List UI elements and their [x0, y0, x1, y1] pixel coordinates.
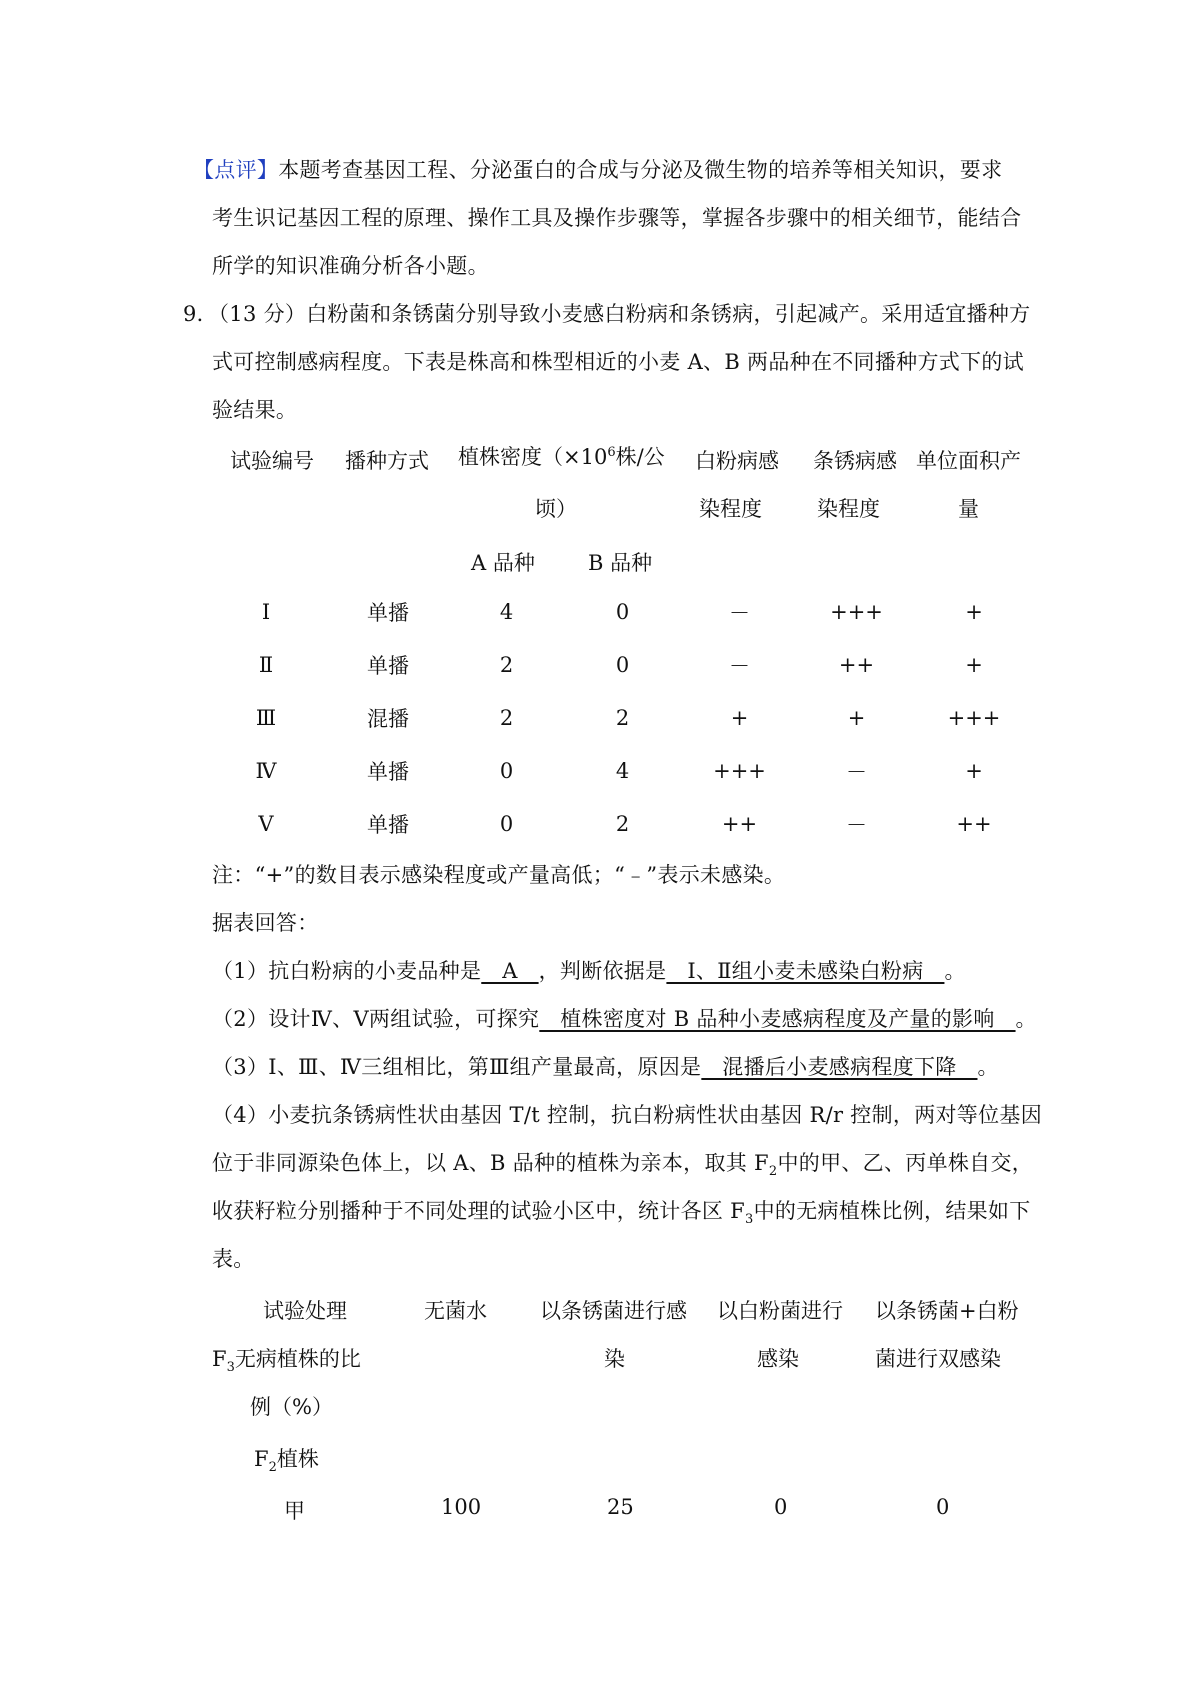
t2-row-plant: 甲 [284, 1499, 305, 1523]
t1-header-trial: 试验编号 [230, 449, 314, 473]
t1-cell-powdery-degree: + [730, 705, 749, 730]
answer-intro: 据表回答： [212, 911, 319, 935]
t1-cell-density-a: 0 [499, 811, 514, 836]
t1-cell-powdery-degree: － [729, 653, 750, 678]
review-text-3: 所学的知识准确分析各小题。 [212, 254, 489, 278]
t1-header-rust: 条锈病感 [813, 449, 897, 473]
review-line-1 [193, 146, 1043, 194]
t1-cell-rust-degree: － [846, 812, 867, 837]
t1-cell-sowing-method: 单播 [367, 759, 409, 784]
t2-header-plant: $F_2$植株 [254, 1447, 319, 1476]
answer-q2: 植株密度对 B 品种小麦感病程度及产量的影响 [539, 1007, 1016, 1031]
t2-header-ratio: $F_3$无病植株的比 [212, 1347, 361, 1376]
t1-cell-rust-degree: － [846, 759, 867, 784]
t1-cell-density-b: 4 [615, 758, 630, 783]
t1-header-variety-a: A 品种 [471, 551, 535, 575]
table1-body [205, 585, 1033, 850]
review-line-2 [212, 194, 1062, 242]
t1-cell-rust-degree: ++ [838, 652, 875, 677]
answer-q3: 混播后小麦感病程度下降 [701, 1055, 978, 1079]
t2-header-double-2: 菌进行双感染 [875, 1347, 1001, 1371]
t2-row-double: 0 [936, 1495, 950, 1519]
t1-cell-sowing-method: 混播 [367, 706, 409, 731]
t1-cell-density-b: 2 [615, 705, 630, 730]
t1-cell-powdery-degree: ++ [721, 811, 758, 836]
t1-header-density: 植株密度（$\times 10^6$株/公 [458, 445, 665, 469]
t1-cell-powdery-degree: － [729, 600, 750, 625]
answer-q1-basis: Ⅰ、Ⅱ组小麦未感染白粉病 [666, 959, 945, 983]
t1-cell-sowing-method: 单播 [367, 812, 409, 837]
t1-cell-yield: + [965, 758, 983, 783]
t2-header-ratio-2: 例（%） [250, 1395, 333, 1419]
answer-q1-variety: A [481, 959, 539, 983]
sub-question-4-line-2: 位于非同源染色体上，以 A、B 品种的植株为亲本，取其 $F_2$中的甲、乙、丙单株自交， [212, 1151, 1034, 1180]
t2-header-double: 以条锈菌+白粉 [875, 1299, 1019, 1323]
sub-question-3: （3）Ⅰ、Ⅲ、Ⅳ三组相比，第Ⅲ组产量最高，原因是 混播后小麦感病程度下降 。 [212, 1055, 999, 1079]
sub-question-1: （1）抗白粉病的小麦品种是 A ，判断依据是 Ⅰ、Ⅱ组小麦未感染白粉病 。 [212, 959, 966, 983]
t1-cell-rust-degree: +++ [830, 599, 883, 624]
question-line-2: 式可控制感病程度。下表是株高和株型相近的小麦 A、B 两品种在不同播种方式下的试 [212, 350, 1024, 374]
question-number: 9． [183, 302, 218, 326]
t1-cell-powdery-degree: +++ [713, 758, 766, 783]
table-row [205, 797, 1033, 850]
review-line-3 [212, 242, 1062, 290]
t2-row-powdery: 0 [774, 1495, 788, 1519]
t2-header-water: 无菌水 [424, 1299, 487, 1323]
sub-question-4-line-1: （4）小麦抗条锈病性状由基因 T/t 控制，抗白粉病性状由基因 R/r 控制，两对等位基因 [212, 1103, 1043, 1127]
t1-cell-trial-id: Ⅴ [258, 811, 274, 836]
t2-header-rust: 以条锈菌进行感 [540, 1299, 687, 1323]
sub-question-4-line-3: 收获籽粒分别播种于不同处理的试验小区中，统计各区 $F_3$中的无病植株比例，结果如下 [212, 1199, 1031, 1228]
review-tag: 【点评】 [193, 158, 279, 182]
table-row [205, 744, 1033, 797]
t1-cell-density-a: 2 [499, 705, 514, 730]
review-text-2: 考生识记基因工程的原理、操作工具及操作步骤等，掌握各步骤中的相关细节，能结合 [212, 206, 1022, 230]
t1-cell-trial-id: Ⅲ [255, 705, 277, 730]
t1-cell-density-a: 0 [499, 758, 514, 783]
t1-cell-yield: + [965, 599, 983, 624]
t1-cell-yield: + [965, 652, 983, 677]
t1-cell-trial-id: Ⅰ [261, 599, 271, 624]
t2-header-treatment: 试验处理 [263, 1299, 347, 1323]
t1-header-yield-2: 量 [958, 497, 979, 521]
sub-question-2: （2）设计Ⅳ、Ⅴ两组试验，可探究 植株密度对 B 品种小麦感病程度及产量的影响 。 [212, 1007, 1037, 1031]
t1-header-variety-b: B 品种 [588, 551, 653, 575]
t1-header-density-2: 顷） [535, 497, 577, 521]
t1-cell-trial-id: Ⅳ [255, 758, 277, 783]
t2-row-rust: 25 [607, 1495, 634, 1519]
t1-cell-yield: ++ [956, 811, 992, 836]
t1-header-powdery: 白粉病感 [695, 449, 779, 473]
t2-header-powdery: 以白粉菌进行 [717, 1299, 843, 1323]
t1-cell-density-a: 4 [499, 599, 514, 624]
table-row [205, 691, 1033, 744]
t1-cell-sowing-method: 单播 [367, 653, 409, 678]
t1-header-rust-2: 染程度 [817, 497, 880, 521]
t1-cell-rust-degree: + [847, 705, 866, 730]
t1-cell-yield: +++ [947, 705, 1001, 730]
table1-note: 注：“+”的数目表示感染程度或产量高低；“﹣”表示未感染。 [212, 863, 786, 887]
t1-cell-density-b: 0 [615, 599, 630, 624]
t1-header-powdery-2: 染程度 [699, 497, 762, 521]
t2-header-powdery-2: 感染 [757, 1347, 799, 1371]
t1-cell-trial-id: Ⅱ [258, 652, 274, 677]
t2-header-rust-2: 染 [604, 1347, 625, 1371]
t1-cell-sowing-method: 单播 [367, 600, 409, 625]
t1-cell-density-b: 0 [615, 652, 630, 677]
t2-row-water: 100 [441, 1495, 482, 1519]
sub-question-4-line-4: 表。 [212, 1247, 255, 1271]
t1-cell-density-a: 2 [499, 652, 514, 677]
review-text-1: 本题考查基因工程、分泌蛋白的合成与分泌及微生物的培养等相关知识，要求 [278, 158, 1003, 182]
table-row [205, 585, 1033, 638]
table-row [205, 638, 1033, 691]
question-line-1: （13 分）白粉菌和条锈菌分别导致小麦感白粉病和条锈病，引起减产。采用适宜播种方 [208, 302, 1031, 326]
t1-header-yield: 单位面积产 [916, 449, 1021, 473]
question-line-3: 验结果。 [212, 398, 298, 422]
t1-cell-density-b: 2 [615, 811, 630, 836]
review-paragraph [193, 146, 1043, 194]
t1-header-sowing: 播种方式 [345, 449, 429, 473]
